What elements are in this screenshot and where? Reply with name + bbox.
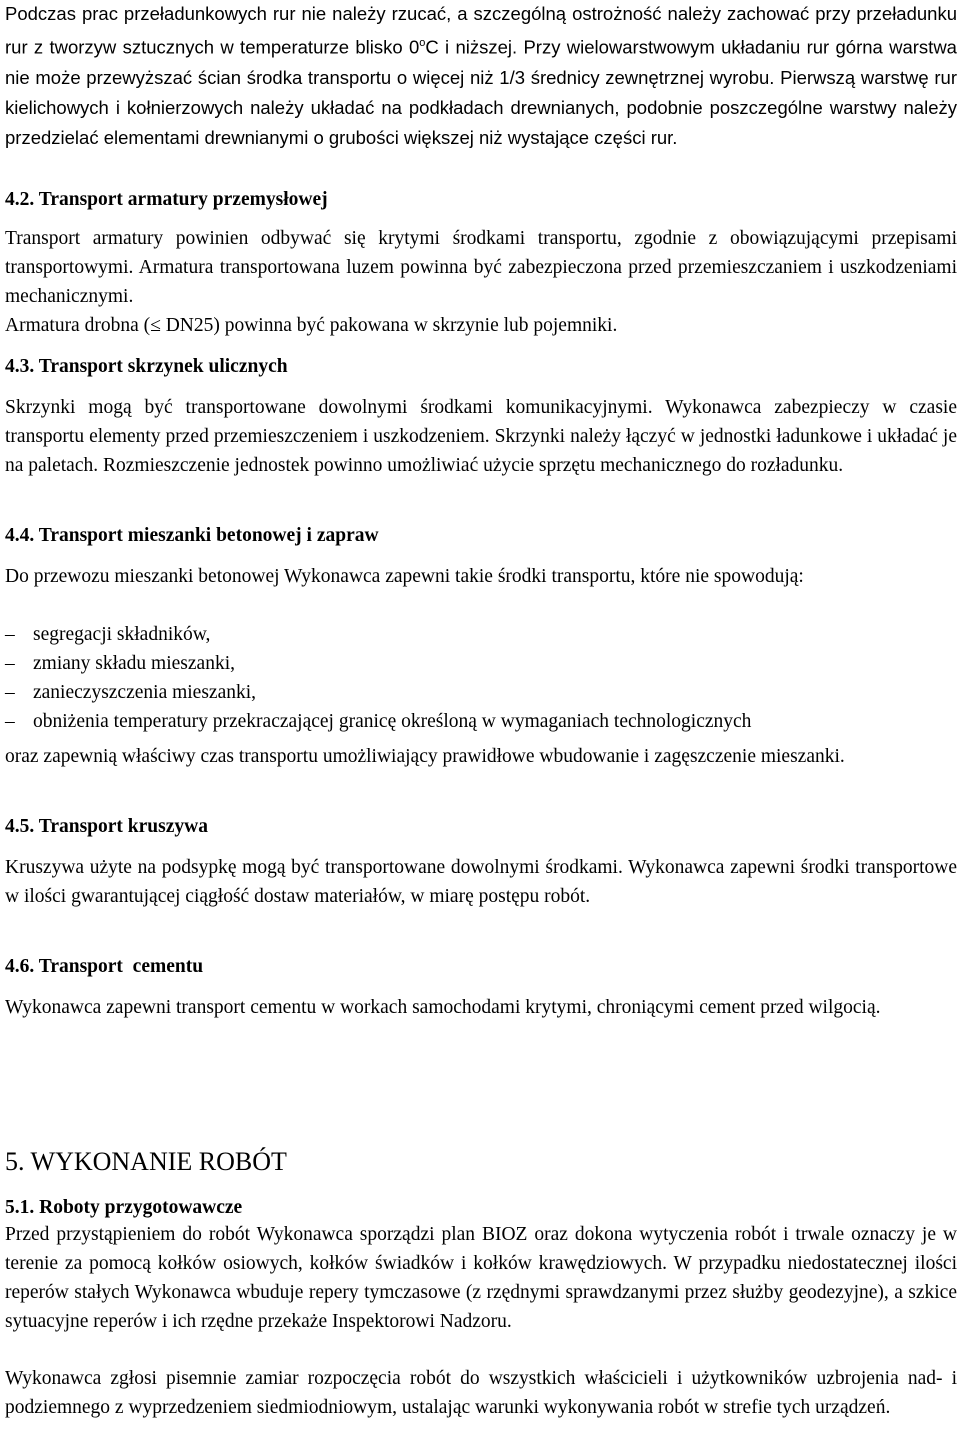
- dash-bullet: –: [5, 624, 15, 645]
- dash-bullet: –: [5, 682, 15, 703]
- intro-paragraph: [5, 0, 957, 153]
- section-4-5-heading: 4.5. Transport kruszywa: [5, 816, 208, 837]
- list-item-text: zanieczyszczenia mieszanki,: [33, 682, 257, 703]
- intro-text-c: Pierwszą warstwę rur kielichowych i kołnierzowych należy układać na podkładach drewnianych, podobnie poszczególne warstwy należy przedzielać elementami drewnianymi o grubości większej niż wystające części rur.: [5, 66, 957, 148]
- chapter-5-heading: 5. WYKONANIE ROBÓT: [5, 1147, 287, 1176]
- section-4-6-heading: 4.6. Transport cementu: [5, 956, 204, 977]
- list-item-text: zmiany składu mieszanki,: [33, 653, 235, 674]
- list-item: [5, 620, 957, 649]
- section-4-5-text: Kruszywa użyte na podsypkę mogą być transportowane dowolnymi środkami. Wykonawca zapewni środki transportowe w ilości gwarantującej ciągłość dostaw materiałów, w miarę postępu robót.: [5, 857, 957, 907]
- section-4-4-heading: 4.4. Transport mieszanki betonowej i zapraw: [5, 525, 379, 546]
- list-item: [5, 678, 957, 707]
- section-5-1-paragraph-2: Wykonawca zgłosi pisemnie zamiar rozpoczęcia robót do wszystkich właścicieli i użytkowników uzbrojenia nad- i podziemnego z wyprzedzeniem siedmiodniowym, ustalając warunki wykonywania robót w strefie tych urządzeń.: [5, 1368, 957, 1418]
- dash-bullet: –: [5, 653, 15, 674]
- section-4-3-text: Skrzynki mogą być transportowane dowolnymi środkami komunikacyjnymi. Wykonawca zabezpieczy w czasie transportu elementy przed przemieszczeniem i uszkodzeniem. Skrzynki należy łączyć w jednostki ładunkowe i układać je na paletach. Rozmieszczenie jednostek powinno umożliwiać użycie sprzętu mechanicznego do rozładunku.: [5, 397, 957, 476]
- section-4-4-outro: oraz zapewnią właściwy czas transportu umożliwiający prawidłowe wbudowanie i zagęszczenie mieszanki.: [5, 746, 845, 767]
- dash-bullet: –: [5, 711, 15, 732]
- list-item: [5, 649, 957, 678]
- list-item-text: obniżenia temperatury przekraczającej granicę określoną w wymaganiach technologicznych: [33, 711, 752, 732]
- less-equal-symbol: ≤: [150, 315, 161, 336]
- section-4-2-text-b1: Armatura drobna (: [5, 315, 151, 336]
- transport-risk-list: [5, 620, 957, 736]
- intro-text-a: Podczas prac przeładunkowych rur nie należy rzucać, a szczególną ostrożność należy zachować przy przeładunku rur z tworzyw sztucznych w temperaturze blisko 0: [5, 3, 957, 58]
- list-item-text: segregacji składników,: [33, 624, 211, 645]
- section-4-6-text: Wykonawca zapewni transport cementu w workach samochodami krytymi, chroniącymi cement przed wilgocią.: [5, 997, 881, 1018]
- section-4-2-text: [5, 224, 957, 340]
- section-4-4-intro: Do przewozu mieszanki betonowej Wykonawca zapewni takie środki transportu, które nie spowodują:: [5, 566, 804, 587]
- section-5-1-heading: 5.1. Roboty przygotowawcze: [5, 1197, 243, 1218]
- section-4-3-heading: 4.3. Transport skrzynek ulicznych: [5, 356, 288, 377]
- section-4-2-heading: 4.2. Transport armatury przemysłowej: [5, 189, 328, 210]
- section-4-2-text-a: Transport armatury powinien odbywać się krytymi środkami transportu, zgodnie z obowiązującymi przepisami transportowymi. Armatura transportowana luzem powinna być zabezpieczona przed przemieszczaniem i uszkodzeniami mechanicznymi.: [5, 228, 957, 307]
- intro-text-b: C i niższej. Przy wielowarstwowym układaniu rur górna warstwa nie może przewyższać ścian środka transportu o więcej niż 1/3 średnicy zewnętrznej wyrobu.: [5, 36, 957, 88]
- list-item: [5, 707, 957, 736]
- section-5-1-paragraph-1: Przed przystąpieniem do robót Wykonawca sporządzi plan BIOZ oraz dokona wytyczenia robót i trwale oznaczy je w terenie za pomocą kołków osiowych, kołków świadków i kołków krawędziowych. W przypadku niedostatecznej ilości reperów stałych Wykonawca wbuduje repery tymczasowe (z rzędnymi sprawdzanymi przez służby geodezyjne), a szkice sytuacyjne reperów i ich rzędne przekaże Inspektorowi Nadzoru.: [5, 1224, 957, 1332]
- degree-superscript: o: [419, 37, 426, 49]
- section-4-2-text-b2: DN25) powinna być pakowana w skrzynie lub pojemniki.: [160, 315, 618, 336]
